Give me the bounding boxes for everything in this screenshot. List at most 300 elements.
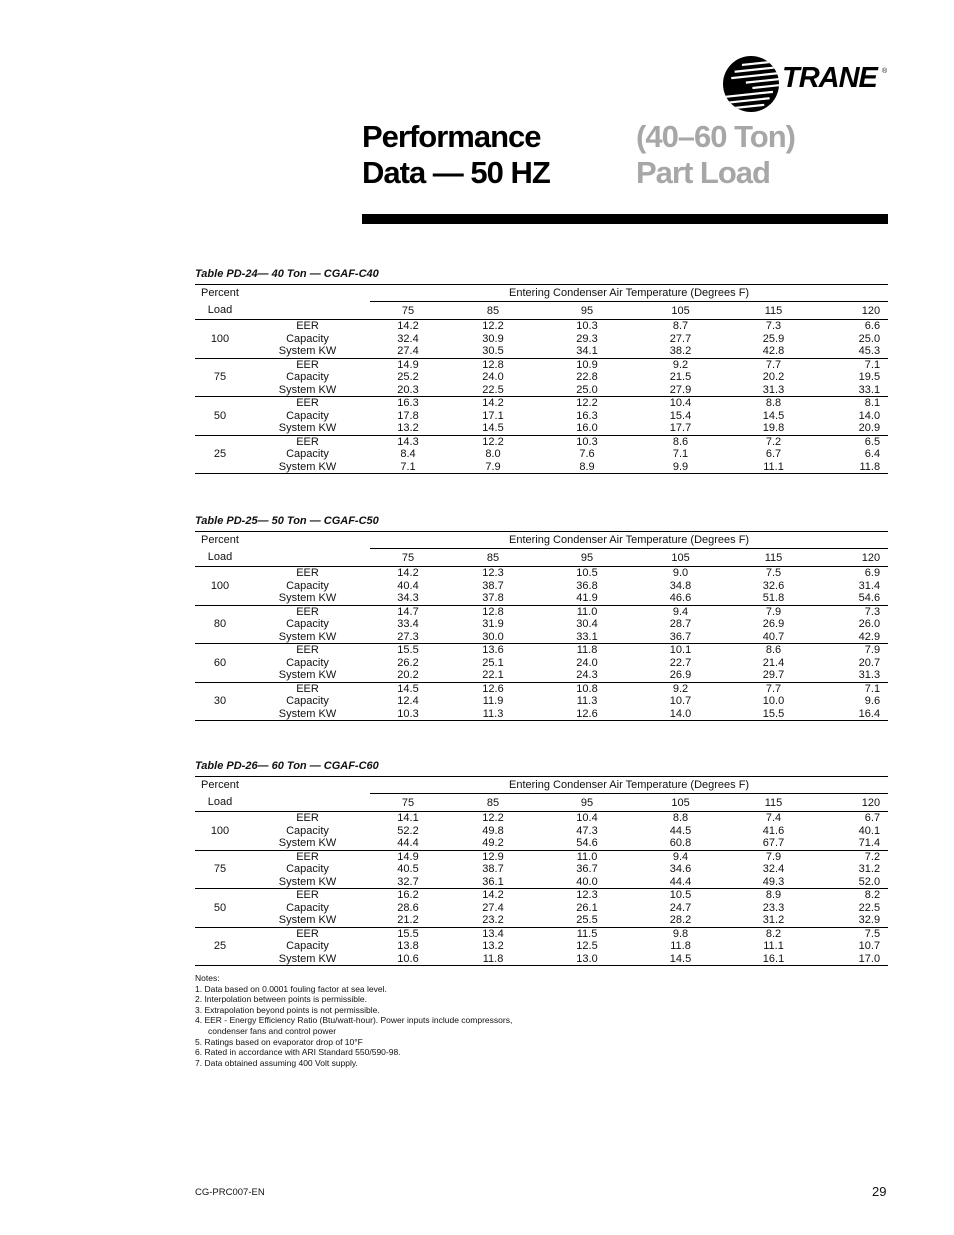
percent-load-cell: 80: [195, 605, 245, 644]
value-cell: 40.5: [397, 863, 419, 875]
metric-label: Capacity: [286, 448, 329, 460]
value-cell: 31.3: [727, 384, 820, 397]
column-header: 115: [727, 794, 820, 812]
value-cell: 52.2: [397, 824, 419, 837]
value-cell: 29.3: [576, 332, 598, 345]
value-cell: 26.0: [858, 618, 881, 630]
value-cell: 14.5: [762, 409, 785, 422]
column-header: 75: [370, 549, 446, 567]
value-cell: 12.2: [482, 320, 504, 332]
value-cell: 12.2: [482, 435, 504, 448]
table-row: [195, 669, 888, 682]
metric-label: EER: [296, 889, 319, 901]
notes-title: Notes:: [195, 973, 220, 983]
note-item: 6. Rated in accordance with ARI Standard 550/590-98.: [195, 1047, 401, 1058]
value-cell: 54.6: [820, 592, 888, 605]
metric-label: Capacity: [286, 332, 329, 345]
percent-load-cell: 75: [195, 850, 245, 889]
value-cell: 13.2: [370, 422, 446, 435]
value-cell: 19.8: [727, 422, 820, 435]
percent-label: Percent: [195, 285, 370, 302]
table-row: [195, 461, 888, 474]
value-cell: 8.8: [672, 812, 689, 824]
value-cell: 6.7: [864, 812, 881, 824]
value-cell: 37.8: [446, 592, 540, 605]
value-cell: 26.9: [762, 618, 785, 630]
value-cell: 20.2: [370, 669, 446, 682]
value-cell: 33.1: [540, 631, 634, 644]
value-cell: 13.2: [482, 940, 504, 952]
table-row: [195, 333, 888, 346]
value-cell: 31.3: [820, 669, 888, 682]
temperature-header: Entering Condenser Air Temperature (Degrees F): [370, 285, 888, 302]
trane-logo: [722, 54, 892, 114]
temperature-header: Entering Condenser Air Temperature (Degrees F): [370, 777, 888, 794]
title-line-2: Data — 50 HZ: [362, 155, 550, 190]
value-cell: 25.9: [762, 332, 785, 345]
value-cell: 14.3: [397, 435, 419, 448]
value-cell: 7.7: [765, 358, 782, 371]
value-cell: 7.4: [765, 812, 782, 824]
column-header: 95: [540, 549, 634, 567]
metric-label: EER: [296, 682, 319, 695]
metric-label: System KW: [245, 953, 370, 966]
value-cell: 34.1: [540, 345, 634, 358]
value-cell: 29.7: [727, 669, 820, 682]
temperature-header: Entering Condenser Air Temperature (Degrees F): [370, 532, 888, 549]
table-row: [195, 940, 888, 953]
table-row: [195, 618, 888, 631]
title-line-1: Performance: [362, 119, 541, 154]
table-row: [195, 812, 888, 825]
value-cell: 24.0: [576, 656, 598, 669]
value-cell: 30.9: [482, 332, 504, 345]
value-cell: 16.4: [820, 708, 888, 721]
table-pd-26: [195, 759, 888, 966]
value-cell: 6.6: [864, 320, 881, 332]
value-cell: 6.9: [864, 567, 881, 579]
column-header: 105: [634, 794, 727, 812]
value-cell: 30.4: [576, 618, 598, 630]
percent-label: Percent: [195, 532, 370, 549]
value-cell: 8.1: [864, 397, 881, 409]
value-cell: 24.3: [540, 669, 634, 682]
value-cell: 36.1: [446, 876, 540, 889]
page-subtitle: [636, 119, 795, 191]
value-cell: 30.0: [446, 631, 540, 644]
value-cell: 22.5: [446, 384, 540, 397]
value-cell: 51.8: [727, 592, 820, 605]
metric-label: Capacity: [286, 371, 329, 383]
metric-label: EER: [296, 358, 319, 371]
table-row: [195, 914, 888, 927]
value-cell: 32.6: [762, 579, 785, 592]
table-row: [195, 953, 888, 966]
value-cell: 7.6: [579, 448, 595, 460]
value-cell: 46.6: [634, 592, 727, 605]
metric-label: Capacity: [286, 824, 329, 837]
value-cell: 6.4: [864, 448, 881, 460]
value-cell: 6.5: [864, 435, 881, 448]
value-cell: 14.5: [634, 953, 727, 966]
column-header: 95: [540, 794, 634, 812]
value-cell: 30.5: [446, 345, 540, 358]
metric-label: EER: [296, 567, 319, 579]
value-cell: 14.2: [397, 320, 419, 332]
value-cell: 22.5: [858, 901, 881, 914]
metric-label: System KW: [245, 876, 370, 889]
value-cell: 14.0: [634, 708, 727, 721]
value-cell: 38.7: [482, 579, 504, 592]
value-cell: 7.9: [765, 605, 782, 618]
column-header-row: [195, 302, 888, 320]
value-cell: 10.5: [576, 567, 598, 579]
metric-label: EER: [296, 850, 319, 863]
metric-label: EER: [296, 812, 319, 824]
table-pd-25: [195, 514, 888, 721]
value-cell: 20.7: [858, 656, 881, 669]
value-cell: 44.4: [634, 876, 727, 889]
value-cell: 11.3: [446, 708, 540, 721]
value-cell: 12.5: [576, 940, 598, 952]
column-header: 120: [820, 549, 888, 567]
table-row: [195, 927, 888, 940]
metric-label: System KW: [245, 631, 370, 644]
value-cell: 8.9: [765, 889, 782, 901]
value-cell: 20.3: [370, 384, 446, 397]
value-cell: 41.9: [540, 592, 634, 605]
table-row: [195, 448, 888, 461]
value-cell: 10.5: [669, 889, 692, 901]
value-cell: 49.8: [482, 824, 504, 837]
metric-label: System KW: [245, 837, 370, 850]
column-header: 75: [370, 794, 446, 812]
value-cell: 12.8: [482, 605, 504, 618]
value-cell: 7.5: [864, 927, 881, 940]
column-header: 85: [446, 794, 540, 812]
subtitle-line-2: Part Load: [636, 155, 770, 190]
value-cell: 41.6: [762, 824, 785, 837]
column-header: 95: [540, 302, 634, 320]
note-item-continued: condenser fans and control power: [208, 1025, 337, 1036]
value-cell: 16.0: [540, 422, 634, 435]
value-cell: 10.4: [576, 812, 598, 824]
value-cell: 28.7: [669, 618, 692, 630]
table-row: [195, 320, 888, 333]
value-cell: 21.4: [762, 656, 785, 669]
table-row: [195, 850, 888, 863]
value-cell: 7.1: [864, 682, 881, 695]
value-cell: 25.0: [858, 332, 881, 345]
column-header: 120: [820, 794, 888, 812]
metric-label: Capacity: [286, 618, 329, 630]
value-cell: 6.7: [765, 448, 782, 460]
table-row: [195, 397, 888, 410]
value-cell: 7.2: [864, 850, 881, 863]
metric-label: Capacity: [286, 409, 329, 422]
value-cell: 67.7: [727, 837, 820, 850]
table-row: [195, 682, 888, 695]
value-cell: 49.3: [727, 876, 820, 889]
table-row: [195, 695, 888, 708]
value-cell: 9.0: [672, 567, 689, 579]
value-cell: 12.3: [482, 567, 504, 579]
table-pd-24: [195, 267, 888, 474]
value-cell: 10.3: [576, 320, 598, 332]
metric-header-blank: [245, 794, 370, 812]
value-cell: 28.2: [634, 914, 727, 927]
value-cell: 24.0: [482, 371, 504, 383]
value-cell: 11.8: [670, 940, 691, 952]
value-cell: 8.8: [765, 397, 782, 409]
value-cell: 11.8: [576, 644, 598, 656]
value-cell: 10.4: [669, 397, 692, 409]
value-cell: 9.8: [672, 927, 689, 940]
value-cell: 14.1: [397, 812, 419, 824]
value-cell: 28.6: [397, 901, 419, 914]
percent-label: Percent: [195, 777, 370, 794]
value-cell: 33.4: [397, 618, 419, 630]
note-item: 7. Data obtained assuming 400 Volt supply.: [195, 1057, 358, 1068]
percent-load-cell: 25: [195, 435, 245, 474]
value-cell: 8.0: [485, 448, 501, 460]
header-row: [195, 285, 888, 302]
value-cell: 19.5: [858, 371, 881, 383]
value-cell: 11.8: [446, 953, 540, 966]
value-cell: 32.4: [397, 332, 419, 345]
value-cell: 9.4: [672, 850, 689, 863]
value-cell: 36.8: [576, 579, 598, 592]
value-cell: 34.3: [370, 592, 446, 605]
value-cell: 20.2: [762, 371, 785, 383]
table-row: [195, 657, 888, 670]
value-cell: 27.4: [482, 901, 504, 914]
metric-label: EER: [296, 927, 319, 940]
value-cell: 54.6: [540, 837, 634, 850]
value-cell: 25.2: [397, 371, 419, 383]
notes: [195, 973, 615, 1068]
value-cell: 22.7: [669, 656, 692, 669]
value-cell: 20.9: [820, 422, 888, 435]
value-cell: 13.6: [482, 644, 504, 656]
value-cell: 23.2: [446, 914, 540, 927]
metric-label: System KW: [245, 384, 370, 397]
table-row: [195, 889, 888, 902]
value-cell: 33.1: [820, 384, 888, 397]
table-row: [195, 410, 888, 423]
value-cell: 8.2: [765, 927, 782, 940]
value-cell: 27.3: [370, 631, 446, 644]
value-cell: 40.7: [727, 631, 820, 644]
value-cell: 7.2: [765, 435, 782, 448]
note-item: 4. EER - Energy Efficiency Ratio (Btu/watt-hour). Power inputs include compressors,: [195, 1015, 513, 1026]
value-cell: 10.1: [669, 644, 692, 656]
load-label: Load: [195, 794, 245, 812]
metric-header-blank: [245, 302, 370, 320]
metric-label: Capacity: [286, 863, 329, 875]
value-cell: 52.0: [820, 876, 888, 889]
column-header: 85: [446, 302, 540, 320]
metric-label: EER: [296, 397, 319, 409]
table-row: [195, 708, 888, 721]
metric-label: System KW: [245, 914, 370, 927]
value-cell: 38.2: [634, 345, 727, 358]
value-cell: 40.1: [858, 824, 881, 837]
metric-label: System KW: [245, 669, 370, 682]
column-header: 85: [446, 549, 540, 567]
title-rule: [362, 214, 888, 224]
column-header: 115: [727, 549, 820, 567]
value-cell: 11.0: [576, 605, 598, 618]
value-cell: 12.3: [576, 889, 598, 901]
value-cell: 8.4: [400, 448, 416, 460]
percent-load-cell: 100: [195, 812, 245, 851]
value-cell: 11.9: [482, 695, 504, 707]
value-cell: 14.7: [397, 605, 419, 618]
value-cell: 15.5: [397, 927, 419, 940]
value-cell: 7.1: [370, 461, 446, 474]
column-header: 105: [634, 549, 727, 567]
value-cell: 23.3: [762, 901, 785, 914]
value-cell: 14.9: [397, 850, 419, 863]
value-cell: 60.8: [634, 837, 727, 850]
metric-label: System KW: [245, 592, 370, 605]
table-row: [195, 837, 888, 850]
metric-label: Capacity: [286, 940, 329, 952]
value-cell: 22.8: [576, 371, 598, 383]
value-cell: 8.6: [672, 435, 689, 448]
value-cell: 71.4: [820, 837, 888, 850]
percent-load-cell: 100: [195, 320, 245, 359]
document-code: CG-PRC007-EN: [195, 1187, 265, 1198]
value-cell: 26.9: [634, 669, 727, 682]
value-cell: 9.6: [864, 695, 881, 707]
value-cell: 12.4: [397, 695, 419, 707]
value-cell: 11.0: [576, 850, 598, 863]
metric-label: System KW: [245, 708, 370, 721]
load-label: Load: [195, 549, 245, 567]
value-cell: 13.0: [540, 953, 634, 966]
value-cell: 12.8: [482, 358, 504, 371]
metric-label: EER: [296, 644, 319, 656]
header-row: [195, 532, 888, 549]
table-row: [195, 580, 888, 593]
value-cell: 14.2: [397, 567, 419, 579]
value-cell: 31.4: [858, 579, 881, 592]
value-cell: 40.4: [397, 579, 419, 592]
value-cell: 47.3: [576, 824, 598, 837]
value-cell: 7.5: [765, 567, 782, 579]
value-cell: 14.5: [446, 422, 540, 435]
value-cell: 31.2: [727, 914, 820, 927]
value-cell: 9.2: [672, 682, 689, 695]
table-row: [195, 371, 888, 384]
table-row: [195, 435, 888, 448]
column-header-row: [195, 794, 888, 812]
metric-label: EER: [296, 435, 319, 448]
value-cell: 10.7: [669, 695, 692, 707]
value-cell: 10.3: [576, 435, 598, 448]
header-row: [195, 777, 888, 794]
value-cell: 17.8: [397, 409, 419, 422]
value-cell: 44.4: [370, 837, 446, 850]
value-cell: 7.9: [765, 850, 782, 863]
value-cell: 25.5: [540, 914, 634, 927]
value-cell: 13.8: [397, 940, 419, 952]
table-row: [195, 876, 888, 889]
value-cell: 14.9: [397, 358, 419, 371]
table-row: [195, 644, 888, 657]
value-cell: 11.8: [820, 461, 888, 474]
percent-load-cell: 30: [195, 682, 245, 721]
table-row: [195, 631, 888, 644]
value-cell: 11.1: [763, 940, 784, 952]
value-cell: 14.5: [397, 682, 419, 695]
value-cell: 10.0: [762, 695, 785, 707]
value-cell: 21.5: [669, 371, 692, 383]
value-cell: 8.2: [864, 889, 881, 901]
value-cell: 8.7: [672, 320, 689, 332]
percent-load-cell: 25: [195, 927, 245, 966]
value-cell: 10.3: [370, 708, 446, 721]
value-cell: 9.2: [672, 358, 689, 371]
value-cell: 42.8: [727, 345, 820, 358]
value-cell: 36.7: [634, 631, 727, 644]
note-item: 2. Interpolation between points is permissible.: [195, 994, 367, 1005]
metric-header-blank: [245, 549, 370, 567]
value-cell: 10.8: [576, 682, 598, 695]
percent-load-cell: 60: [195, 644, 245, 683]
table-row: [195, 384, 888, 397]
value-cell: 45.3: [820, 345, 888, 358]
value-cell: 16.3: [576, 409, 598, 422]
value-cell: 12.9: [482, 850, 504, 863]
table-caption: Table PD-24— 40 Ton — CGAF-C40: [195, 268, 379, 280]
metric-label: Capacity: [286, 656, 329, 669]
value-cell: 11.1: [727, 461, 820, 474]
value-cell: 49.2: [446, 837, 540, 850]
value-cell: 36.7: [576, 863, 598, 875]
value-cell: 10.7: [858, 940, 881, 952]
value-cell: 31.9: [482, 618, 504, 630]
value-cell: 16.2: [397, 889, 419, 901]
value-cell: 15.5: [397, 644, 419, 656]
value-cell: 44.5: [669, 824, 692, 837]
value-cell: 40.0: [540, 876, 634, 889]
table-row: [195, 358, 888, 371]
value-cell: 16.1: [727, 953, 820, 966]
column-header: 75: [370, 302, 446, 320]
value-cell: 13.4: [482, 927, 504, 940]
value-cell: 12.2: [576, 397, 598, 409]
table-row: [195, 605, 888, 618]
load-label: Load: [195, 302, 245, 320]
column-header: 105: [634, 302, 727, 320]
value-cell: 34.6: [669, 863, 692, 875]
value-cell: 14.0: [858, 409, 881, 422]
value-cell: 11.3: [576, 695, 598, 707]
value-cell: 9.4: [672, 605, 689, 618]
value-cell: 34.8: [669, 579, 692, 592]
value-cell: 15.4: [669, 409, 692, 422]
value-cell: 7.9: [864, 644, 881, 656]
brand-wordmark: TRANE: [782, 62, 877, 94]
column-header: 120: [820, 302, 888, 320]
metric-label: Capacity: [286, 695, 329, 707]
page-title: [362, 119, 550, 191]
value-cell: 27.7: [669, 332, 692, 345]
performance-table: [195, 284, 888, 474]
